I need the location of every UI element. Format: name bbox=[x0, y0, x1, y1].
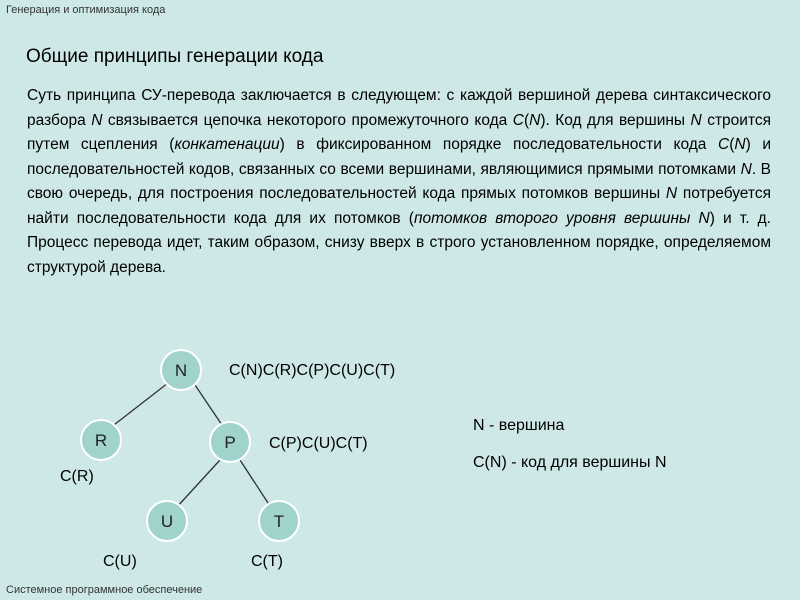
legend-code: C(N) - код для вершины N bbox=[473, 454, 667, 471]
paragraph-italic-n: N bbox=[740, 160, 752, 178]
paragraph-italic-c: C bbox=[512, 111, 524, 129]
code-label-n: C(N)C(R)C(P)C(U)C(T) bbox=[229, 362, 396, 379]
edge-n-r bbox=[110, 383, 168, 428]
node-u bbox=[147, 501, 187, 541]
edge-n-p bbox=[193, 382, 224, 428]
slide-title: Общие принципы генерации кода bbox=[26, 46, 324, 67]
node-p bbox=[210, 422, 250, 462]
paragraph-italic-c: C bbox=[717, 136, 730, 153]
node-n-label: N bbox=[174, 361, 188, 380]
node-p-label: P bbox=[224, 433, 236, 452]
paragraph-text: . В свою очередь, для построения последовательностей кода прямых потомков вершины bbox=[27, 160, 771, 202]
paragraph-text: ) и т. д. Процесс перевода идет, таким образом, снизу вверх в строго установленном порядке, определяемом структурой дерева. bbox=[27, 209, 771, 276]
code-label-r: C(R) bbox=[60, 468, 94, 485]
code-label-p: C(P)C(U)C(T) bbox=[269, 435, 368, 452]
paragraph-text: ). Код для вершины bbox=[540, 111, 691, 129]
code-label-u: C(U) bbox=[103, 553, 137, 570]
paragraph-text: ) и последовательностей кодов, связанных со всеми вершинами, являющимися прямыми потомками bbox=[27, 136, 771, 178]
node-u-label: U bbox=[160, 512, 174, 531]
edge-p-u bbox=[176, 460, 220, 508]
node-t bbox=[259, 501, 299, 541]
code-label-t: C(T) bbox=[251, 553, 283, 570]
edge-p-t bbox=[240, 460, 270, 506]
paragraph-text: потребуется найти последовательности кода для их потомков ( bbox=[27, 185, 771, 227]
paragraph-italic-term: потомков второго уровня вершины bbox=[413, 209, 699, 227]
paragraph-italic-n: N bbox=[690, 111, 702, 129]
paragraph-text: ( bbox=[523, 111, 530, 129]
paragraph-text: ) в фиксированном порядке последовательности кода bbox=[279, 136, 718, 153]
paragraph-italic-n: N bbox=[665, 185, 678, 202]
node-r bbox=[81, 420, 121, 460]
paragraph-text: связывается цепочка некоторого промежуточного кода bbox=[102, 111, 513, 129]
paragraph-text: ( bbox=[729, 136, 735, 153]
node-n bbox=[161, 350, 201, 390]
section-header: Генерация и оптимизация кода bbox=[6, 4, 166, 16]
paragraph-italic-term: конкатенации bbox=[174, 136, 280, 153]
node-r-label: R bbox=[94, 431, 108, 450]
paragraph-italic-n: N bbox=[91, 111, 103, 129]
paragraph-italic-n: N bbox=[529, 111, 541, 129]
node-t-label: T bbox=[273, 512, 285, 531]
course-footer: Системное программное обеспечение bbox=[6, 584, 203, 596]
paragraph-italic-n: N bbox=[734, 136, 746, 153]
paragraph-text: Суть принципа СУ-перевода заключается в следующем: с каждой вершиной дерева синтаксического разбора bbox=[27, 87, 771, 129]
paragraph-text: строится путем сцепления ( bbox=[27, 111, 772, 153]
legend-vertex: N - вершина bbox=[473, 417, 565, 434]
paragraph-italic-n: N bbox=[698, 209, 710, 227]
